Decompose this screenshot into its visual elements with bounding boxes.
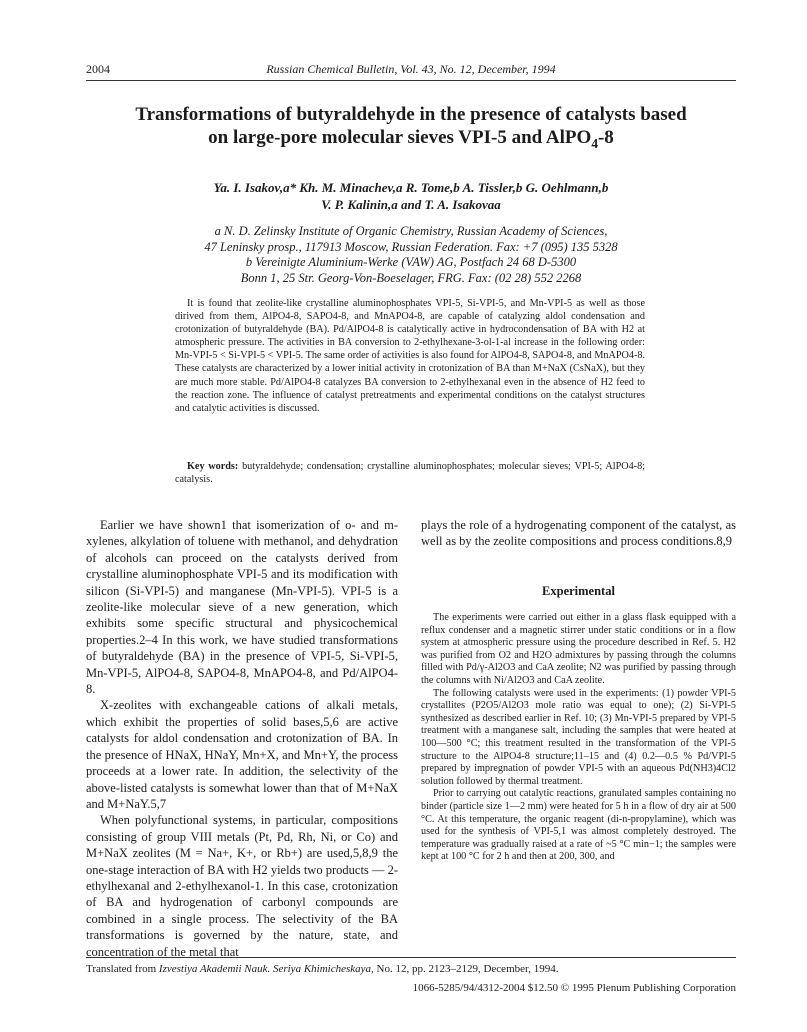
article-title [86, 103, 736, 149]
abstract: It is found that zeolite-like crystalline aluminophosphates VPI-5, Si-VPI-5, and Mn-VPI-5 as well as those dirived from them, AlPO4-8, SAPO4-8, and MnAPO4-8, are capable of catalyzing aldol condensation and crotonization of butyraldehyde (BA). Pd/AlPO4-8 is catalytically active in hydrocondensation of BA with H2 at atmospheric pressure. The activities in BA conversion to 2-ethylhexane-3-ol-1-al increase in the following order: Mn-VPI-5 < Si-VPI-5 < VPI-5. The same order of activities is also found for AlPO4-8, SAPO4-8, and MnAPO4-8. These catalysts are characterized by a lower initial activity in crotonization of BA than M+NaX (CsNaX), but they are much more stable. Pd/AlPO4-8 catalyzes BA conversion to 2-ethylhexanal even in the absence of H2 feed to the reaction zone. The influence of catalyst pretreatments and experimental conditions on the catalyst structures and catalytic activities is discussed. [175, 298, 645, 414]
copyright-line: 1066-5285/94/4312-2004 $12.50 © 1995 Plenum Publishing Corporation [412, 982, 736, 994]
keywords-label: Key words: [187, 461, 239, 472]
body-right-column-continuation: plays the role of a hydrogenating component of the catalyst, as well as by the zeolite compositions and process conditions.8,9 [421, 518, 736, 549]
experimental-paragraph: The following catalysts were used in the experiments: (1) powder VPI-5 crystallites (P2O5/Al2O3 mole ratio was equal to one); (2) Si-VPI-5 synthesized as described earlier in Ref. 10; (3) Mn-VPI-5 prepared by VPI-5 treatment with a manganese salt, including the samples that were heated at 100—500 °C; this treatment resulted in the transformation of the VPI-5 structure to the AlPO4-8 structure;11–15 and (4) 0.2—0.5 % Pd/VPI-5 prepared by impregnation of powder VPI-5 with an aqueous Pd(NH3)4Cl2 solution followed by thermal treatment. [421, 687, 736, 787]
keywords-text: butyraldehyde; condensation; crystalline aluminophosphates; molecular sieves; VPI-5; AlPO4-8; catalysis. [175, 461, 645, 486]
body-paragraph: X-zeolites with exchangeable cations of alkali metals, which exhibit the properties of solid bases,5,6 are active catalysts for aldol condensation and crotonization of BA. In the presence of HNaX, HNaY, Mn+X, and Mn+Y, the process proceeds at a lower rate. In addition, the selectivity of the above-listed catalysts is somewhat lower than that of M+NaX and M+NaY.5,7 [86, 698, 398, 811]
authors-line-1: Ya. I. Isakov,a* Kh. M. Minachev,a R. Tome,b A. Tissler,b G. Oehlmann,b [213, 180, 609, 195]
running-header [86, 62, 736, 78]
footer-rule [86, 957, 736, 958]
title-line-2: on large-pore molecular sieves VPI-5 and AlPO$_4$-8 [208, 127, 614, 151]
header-rule [86, 80, 736, 81]
body-paragraph: When polyfunctional systems, in particular, compositions consisting of group VIII metals (Pt, Pd, Rh, Ni, or Co) and M+NaX zeolites (M = Na+, K+, or Rb+) are used,5,8,9 the one-stage interaction of BA with H2 yields two products — 2-ethylhexanal and 2-ethylhexanol-1. In this case, crotonization of BA and hydrogenation of carbonyl compounds are combined in a single process. The selectivity of the BA transformations is governed by the nature, state, and concentration of the metal that [86, 813, 398, 959]
affiliation-a-line-1: a N. D. Zelinsky Institute of Organic Chemistry, Russian Academy of Sciences, [214, 224, 608, 238]
page-number: 2004 [86, 62, 110, 76]
affiliation-a-line-2: 47 Leninsky prosp., 117913 Moscow, Russian Federation. Fax: +7 (095) 135 5328 [204, 239, 618, 254]
source-journal: Izvestiya Akademii Nauk. Seriya Khimicheskaya, [158, 963, 374, 975]
body-paragraph: Earlier we have shown1 that isomerization of o- and m-xylenes, alkylation of toluene with methanol, and dehydration of alcohols can proceed on the catalysts derived from crystalline aluminophosphate VPI-5 and its modification with silicon (Si-VPI-5) and manganese (Mn-VPI-5). VPI-5 is a zeolite-like molecular sieve of a new generation, which exhibits some specific structural and physicochemical properties.2–4 In this work, we have studied transformations of butyraldehyde (BA) in the presence of VPI-5, Si-VPI-5, Mn-VPI-5, AlPO4-8, SAPO4-8, MnAPO4-8, and Pd/AlPO4-8. [86, 518, 398, 697]
experimental-section [421, 612, 736, 864]
author-list [86, 179, 736, 213]
translation-note: Translated from Izvestiya Akademii Nauk. Seriya Khimicheskaya, No. 12, pp. 2123–2129, December, 1994. [86, 963, 559, 975]
affiliation-b-line-1: b Vereinigte Aluminium-Werke (VAW) AG, Postfach 24 68 D-5300 [245, 255, 577, 269]
affiliations [86, 224, 736, 286]
affiliation-b-line-2: Bonn 1, 25 Str. Georg-Von-Boeselager, FRG. Fax: (02 28) 552 2268 [240, 270, 582, 285]
authors-line-2: V. P. Kalinin,a and T. A. Isakovaa [321, 197, 501, 212]
experimental-paragraph: Prior to carrying out catalytic reactions, granulated samples containing no binder (particle size 1—2 mm) were heated for 5 h in a flow of dry air at 500 °C. At this temperature, the organic reagent (di-n-propylamine), which was used for the synthesis of VPI-5,1 was almost completely destroyed. The temperature was gradually raised at a rate of ~5 °C min−1; the samples were kept at 100 °C for 2 h and then at 200, 300, and [421, 788, 736, 863]
experimental-paragraph: The experiments were carried out either in a glass flask equipped with a reflux condenser and a magnetic stirrer under static conditions or in a flow system at atmospheric pressure using the procedure described in Ref. 5. H2 was purified from O2 and H2O admixtures by passing through the columns filled with Pd/γ-Al2O3 and CaA zeolite; N2 was purified by passing through the columns with Ni/Al2O3 and CaA zeolite. [421, 612, 736, 686]
body-left-column [86, 517, 398, 960]
journal-citation: Russian Chemical Bulletin, Vol. 43, No. 12, December, 1994 [266, 62, 556, 76]
section-heading-experimental: Experimental [542, 584, 615, 598]
title-line-1: Transformations of butyraldehyde in the presence of catalysts based [135, 104, 687, 125]
keywords [175, 460, 645, 486]
